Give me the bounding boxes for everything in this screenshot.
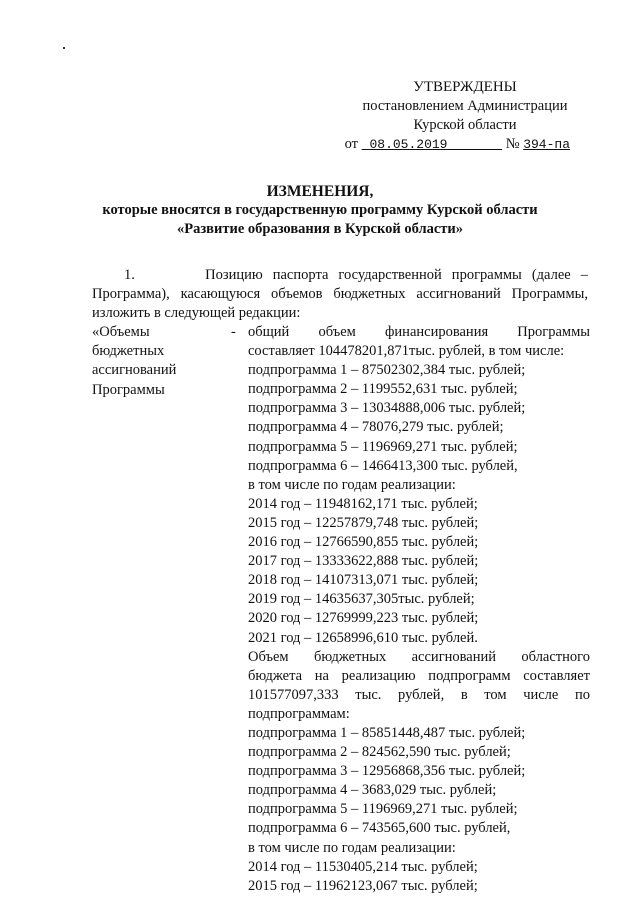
- paragraph-text-third: изложить в следующей редакции:: [92, 305, 301, 321]
- content-line: подпрограммам:: [248, 705, 350, 722]
- content-line: подпрограмма 4 – 3683,029 тыс. рублей;: [248, 782, 497, 799]
- content-line: в том числе по годам реализации:: [248, 476, 456, 493]
- content-line: 2015 год – 12257879,748 тыс. рублей;: [248, 514, 479, 531]
- content-line: 2016 год – 12766590,855 тыс. рублей;: [248, 534, 479, 551]
- heading-title: ИЗМЕНЕНИЯ,: [266, 183, 374, 200]
- number-prefix: №: [505, 136, 520, 152]
- scan-speck: [63, 47, 65, 49]
- content-line: подпрограмма 1 – 87502302,384 тыс. рублей;: [248, 362, 526, 379]
- content-line: бюджета на реализацию подпрограмм составляет: [248, 667, 590, 684]
- content-line: 2014 год – 11948162,171 тыс. рублей;: [248, 495, 478, 512]
- approval-line-2: Курской области: [413, 117, 517, 133]
- content-line: подпрограмма 5 – 1196969,271 тыс. рублей;: [248, 438, 518, 455]
- position-label: [92, 323, 242, 400]
- approval-block: [330, 78, 570, 154]
- content-line: в том числе по годам реализации:: [248, 839, 456, 856]
- content-line: составляет 104478201,871тыс. рублей, в том числе:: [248, 343, 565, 360]
- heading-line-2: «Развитие образования в Курской области»: [176, 221, 464, 237]
- content-line: 2020 год – 12769999,223 тыс. рублей;: [248, 610, 479, 627]
- content-line: 2021 год – 12658996,610 тыс. рублей.: [248, 629, 478, 646]
- paragraph-number: 1.: [124, 267, 135, 283]
- content-line: подпрограмма 4 – 78076,279 тыс. рублей;: [248, 419, 504, 436]
- content-line: 2014 год – 11530405,214 тыс. рублей;: [248, 858, 478, 875]
- paragraph-1: [92, 266, 588, 323]
- position-content: [248, 323, 590, 896]
- content-line: подпрограмма 5 – 1196969,271 тыс. рублей;: [248, 801, 518, 818]
- content-line: подпрограмма 2 – 824562,590 тыс. рублей;: [248, 744, 511, 761]
- date-prefix: от: [344, 136, 359, 152]
- content-line: 2018 год – 14107313,071 тыс. рублей;: [248, 572, 479, 589]
- content-line: Объем бюджетных ассигнований областного: [248, 648, 590, 665]
- approval-date: 08.05.2019_______: [369, 137, 503, 152]
- content-line: 2019 год – 14635637,305тыс. рублей;: [248, 591, 475, 608]
- heading-line-1: которые вносятся в государственную программу Курской области: [102, 202, 538, 218]
- content-line: подпрограмма 2 – 1199552,631 тыс. рублей;: [248, 381, 518, 398]
- content-line: подпрограмма 1 – 85851448,487 тыс. рублей;: [248, 724, 526, 741]
- paragraph-text-second: Программа), касающуюся объемов бюджетных ассигнований Программы,: [92, 286, 588, 302]
- content-line: 2017 год – 13333622,888 тыс. рублей;: [248, 553, 479, 570]
- approval-line-1: постановлением Администрации: [362, 98, 568, 114]
- label-line: Программы: [92, 381, 165, 398]
- content-line: подпрограмма 6 – 743565,600 тыс. рублей,: [248, 820, 511, 837]
- content-line: подпрограмма 6 – 1466413,300 тыс. рублей,: [248, 457, 518, 474]
- paragraph-first-line: [92, 266, 588, 285]
- content-line: подпрограмма 3 – 12956868,356 тыс. рублей;: [248, 763, 526, 780]
- approval-number: 394-па: [523, 137, 570, 152]
- label-line: ассигнований: [92, 362, 177, 379]
- label-dash: -: [231, 324, 236, 340]
- content-line: 101577097,333 тыс. рублей, в том числе по: [248, 686, 590, 703]
- paragraph-text-first: Позицию паспорта государственной программы (далее –: [205, 267, 588, 283]
- label-line: бюджетных: [92, 343, 165, 360]
- label-line: «Объемы: [92, 324, 150, 340]
- document-heading: [60, 182, 580, 239]
- approval-date-line: [330, 135, 570, 154]
- content-line: общий объем финансирования Программы: [248, 324, 590, 340]
- content-line: 2015 год – 11962123,067 тыс. рублей;: [248, 877, 478, 894]
- approval-title: УТВЕРЖДЕНЫ: [413, 79, 517, 95]
- content-line: подпрограмма 3 – 13034888,006 тыс. рублей;: [248, 400, 526, 417]
